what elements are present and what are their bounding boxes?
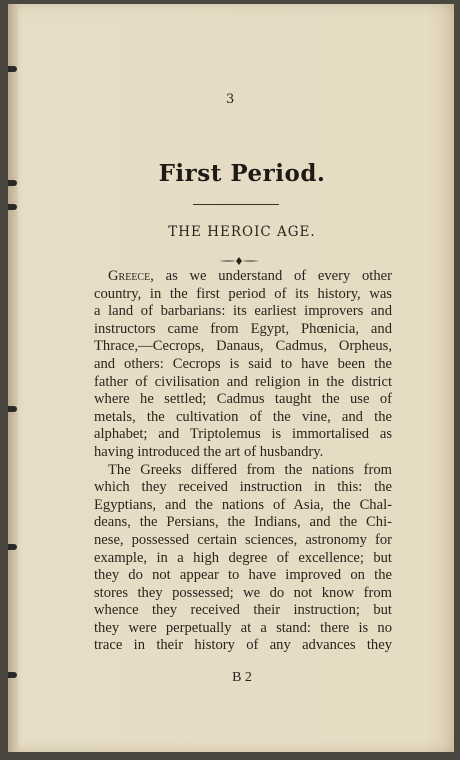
period-title: First Period. [158,160,326,187]
text-line: The Greeks differed from the nations from [108,461,392,478]
text-line: country, in the first period of its history, was [94,285,392,302]
book-page [8,4,454,752]
binding-hole [8,672,17,678]
text-line: example, in a high degree of excellence; but [94,549,392,566]
text-line: Thrace,—Cecrops, Danaus, Cadmus, Orpheus, [94,338,392,355]
text-line: they were perpetually at a stand: there is no [94,619,392,636]
text-line: Greece, as we understand of every other [108,268,392,284]
diamond-ornament-icon [219,256,259,266]
page-number: 3 [226,92,235,107]
text-line: trace in their history of any advances they [94,637,392,654]
text-line: a land of barbarians: its earliest improvers and [94,303,392,320]
text-line: instructors came from Egypt, Phœnicia, and [94,320,392,337]
text-line: having introduced the art of husbandry. [94,443,324,460]
title-rule [193,204,279,205]
text-line: where he settled; Cadmus taught the use of [94,391,392,408]
section-title: THE HEROIC AGE. [168,224,316,240]
text-line: which they received instruction in this: the [94,479,392,496]
text-line: and others: Cecrops is said to have been the [94,355,392,372]
binding-hole [8,204,17,210]
binding-hole [8,544,17,550]
binding-hole [8,66,17,72]
body-text [94,268,392,655]
page-spine [8,4,18,752]
text-line: Egyptians, and the nations of Asia, the Chal- [94,496,392,513]
text-line: nese, possessed certain sciences, astronomy for [94,531,392,548]
text-line: stores they possessed; we do not know from [94,584,392,601]
binding-hole [8,406,17,412]
first-word: Greece, [108,268,154,284]
text-line: metals, the cultivation of the vine, and the [94,408,392,425]
binding-hole [8,180,17,186]
text-line: whence they received their instruction; but [94,602,392,619]
text-line: alphabet; and Triptolemus is immortalised as [94,426,392,443]
text-line: father of civilisation and religion in the district [94,373,392,390]
signature-mark: B 2 [232,670,252,685]
text-line: deans, the Persians, the Indians, and the Chi- [94,514,392,531]
text-line: they do not appear to have improved on the [94,567,392,584]
